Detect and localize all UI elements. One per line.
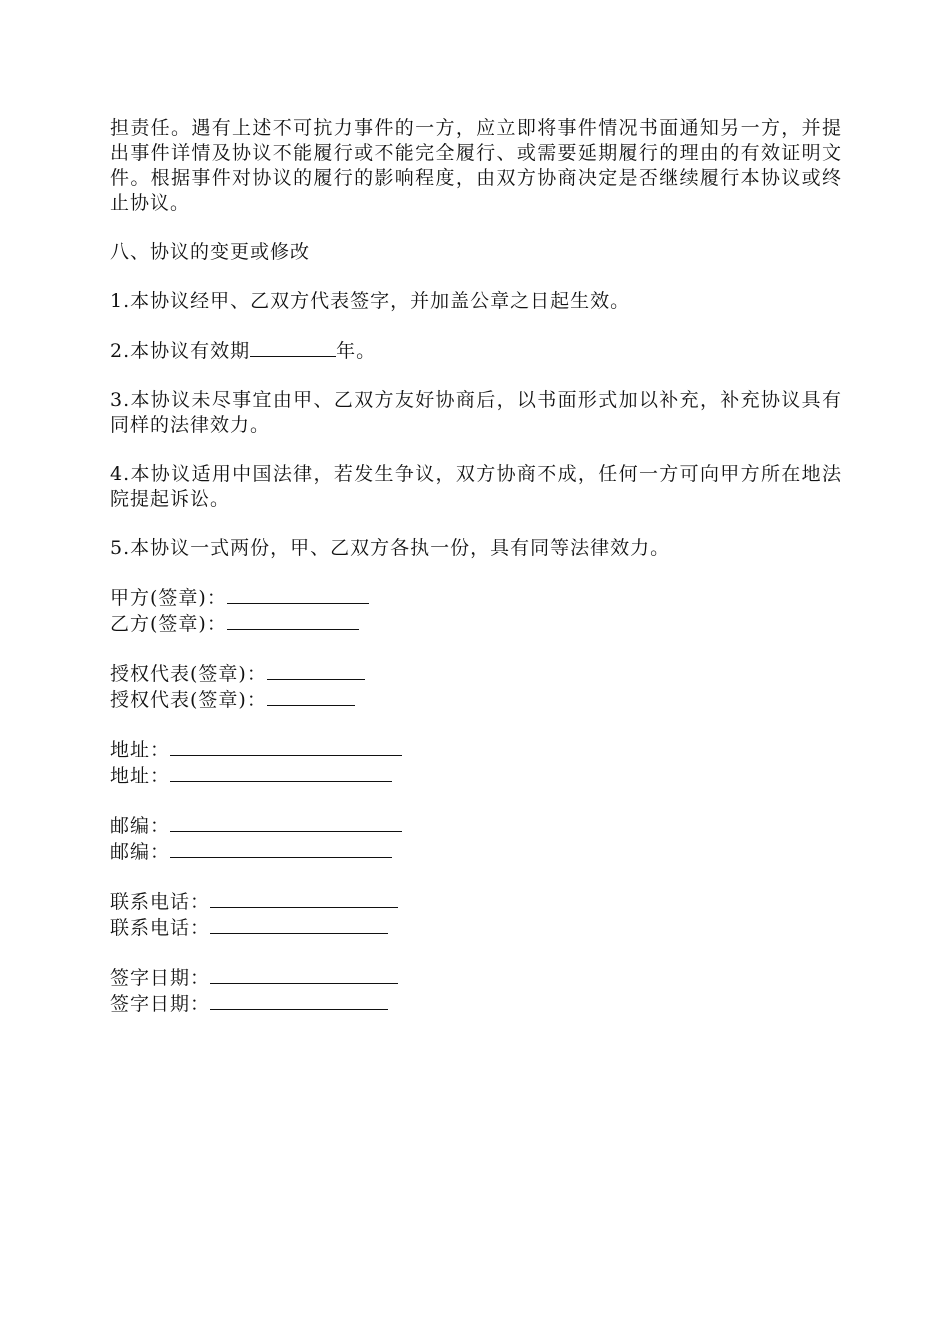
postcode-a-line [110,813,842,839]
phone-a-line [110,889,842,915]
rep-a-blank [267,661,365,680]
party-a-blank [227,585,369,604]
validity-term-blank [250,338,336,357]
clause-4: 4.本协议适用中国法律，若发生争议，双方协商不成，任何一方可向甲方所在地法院提起诉讼。 [110,463,842,510]
phone-b-line [110,915,842,941]
rep-a-signature-line [110,661,842,687]
rep-b-signature-line [110,687,842,713]
date-a-label: 签字日期： [110,967,211,989]
postcode-b-line [110,839,842,865]
rep-a-label: 授权代表(签章)： [110,663,267,685]
phone-b-label: 联系电话： [110,917,211,939]
phone-block [110,889,842,941]
postcode-a-blank [170,813,402,832]
address-a-label: 地址： [110,739,171,761]
phone-a-blank [210,889,398,908]
date-b-label: 签字日期： [110,993,211,1015]
document-page [110,116,842,1041]
address-b-blank [170,763,392,782]
party-a-label: 甲方(签章)： [110,587,227,609]
address-b-line [110,763,842,789]
phone-b-blank [210,915,388,934]
clause-1: 1.本协议经甲、乙双方代表签字，并加盖公章之日起生效。 [110,290,631,312]
rep-b-label: 授权代表(签章)： [110,689,267,711]
force-majeure-paragraph: 担责任。遇有上述不可抗力事件的一方，应立即将事件情况书面通知另一方，并提出事件详情及协议不能履行或不能完全履行、或需要延期履行的理由的有效证明文件。根据事件对协议的履行的影响程度，由双方协商决定是否继续履行本协议或终止协议。 [110,117,842,214]
party-a-signature-line [110,585,842,611]
address-block [110,737,842,789]
signing-date-block [110,965,842,1017]
clause-2-text-after: 年。 [336,340,377,362]
clause-5: 5.本协议一式两份，甲、乙双方各执一份，具有同等法律效力。 [110,537,671,559]
address-a-blank [170,737,402,756]
party-signature-block [110,585,842,637]
phone-a-label: 联系电话： [110,891,211,913]
section-heading-amendment: 八、协议的变更或修改 [110,241,311,263]
representative-signature-block [110,661,842,713]
address-a-line [110,737,842,763]
postcode-b-blank [170,839,392,858]
date-a-line [110,965,842,991]
clause-3: 3.本协议未尽事宜由甲、乙双方友好协商后，以书面形式加以补充，补充协议具有同样的法律效力。 [110,389,842,436]
rep-b-blank [267,687,355,706]
address-b-label: 地址： [110,765,171,787]
clause-2-text-before: 2.本协议有效期 [110,340,251,362]
postcode-block [110,813,842,865]
clause-2 [110,338,842,364]
party-b-signature-line [110,611,842,637]
date-b-blank [210,991,388,1010]
postcode-b-label: 邮编： [110,841,171,863]
postcode-a-label: 邮编： [110,815,171,837]
party-b-label: 乙方(签章)： [110,613,227,635]
date-a-blank [210,965,398,984]
date-b-line [110,991,842,1017]
party-b-blank [227,611,359,630]
